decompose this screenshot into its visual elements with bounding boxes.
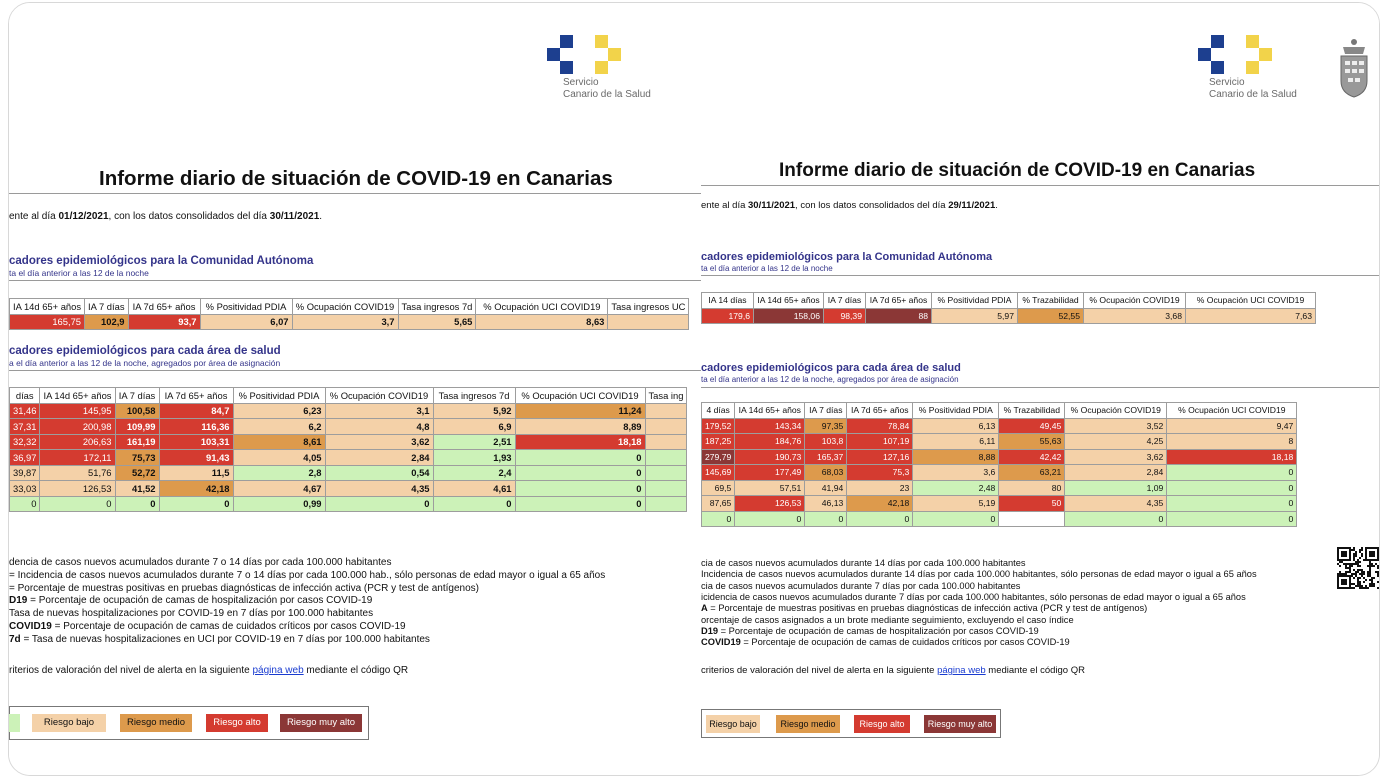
table-cell: 3,62 (325, 434, 433, 450)
title-rule (701, 185, 1380, 186)
table-cell: 116,36 (159, 419, 233, 435)
table-cell: 49,45 (999, 418, 1065, 434)
table-cell: 161,19 (115, 434, 159, 450)
table-cell: 2,84 (1065, 465, 1167, 481)
table-cell: 87,65 (702, 496, 735, 512)
legend-medium: Riesgo medio (120, 714, 192, 732)
table-cell: 206,63 (40, 434, 115, 450)
table-cell: 179,52 (702, 418, 735, 434)
table-cell (645, 419, 687, 435)
table-cell: 80 (999, 480, 1065, 496)
logo-text-2: Canario de la Salud (1209, 89, 1297, 100)
table-row (10, 314, 689, 330)
table-community (701, 292, 1316, 324)
logo-square (1211, 61, 1224, 74)
column-header: IA 7 días (115, 388, 159, 404)
glossary-line: Tasa de nuevas hospitalizaciones por COVID-19 en 7 días por 100.000 habitantes (9, 608, 374, 620)
column-header: % Positividad PDIA (932, 293, 1018, 309)
table-cell: 8,63 (476, 314, 608, 330)
table-row (702, 465, 1297, 481)
table-cell: 8,61 (233, 434, 325, 450)
scs-logo (547, 35, 677, 105)
table-cell (645, 434, 687, 450)
table-row (10, 481, 687, 497)
glossary-line: COVID19 = Porcentaje de ocupación de camas de cuidados críticos por casos COVID-19 (701, 637, 1070, 648)
table-cell: 103,8 (805, 434, 847, 450)
logo-square (560, 61, 573, 74)
column-header: días (10, 388, 40, 404)
column-header: % Positividad PDIA (913, 403, 999, 419)
table-cell: 3,6 (913, 465, 999, 481)
table-cell: 6,9 (433, 419, 515, 435)
section-area-subtitle: a el día anterior a las 12 de la noche, agregados por área de asignación (9, 358, 281, 368)
table-cell: 23 (847, 480, 913, 496)
logo-square (1211, 35, 1224, 48)
column-header: IA 14d 65+ años (735, 403, 805, 419)
table-cell: 0 (159, 496, 233, 512)
table-row (10, 465, 687, 481)
section-ca-subtitle: ta el día anterior a las 12 de la noche (9, 268, 149, 278)
table-cell (645, 481, 687, 497)
column-header: Tasa ing (645, 388, 687, 404)
logo-text-1: Servicio (563, 77, 599, 88)
logo-text-2: Canario de la Salud (563, 89, 651, 100)
table-cell: 0 (1167, 465, 1297, 481)
column-header: % Trazabilidad (999, 403, 1065, 419)
column-header: % Ocupación UCI COVID19 (1186, 293, 1316, 309)
glossary-line: icidencia de casos nuevos acumulados durante 7 días por cada 100.000 habitantes, sólo personas de edad mayor o igual a 65 años (701, 591, 1246, 602)
legend-medium: Riesgo medio (776, 715, 840, 733)
column-header: Tasa ingresos 7d (398, 299, 476, 315)
table-cell: 55,63 (999, 434, 1065, 450)
table-cell: 0 (1167, 496, 1297, 512)
table-cell: 0 (40, 496, 115, 512)
column-header: IA 7d 65+ años (159, 388, 233, 404)
table-cell: 165,37 (805, 449, 847, 465)
table-cell: 37,31 (10, 419, 40, 435)
table-cell: 145,95 (40, 403, 115, 419)
table-cell: 1,09 (1065, 480, 1167, 496)
legend-low: Riesgo bajo (706, 715, 760, 733)
table-cell: 2,48 (913, 480, 999, 496)
logo-square (595, 61, 608, 74)
legend-low: Riesgo bajo (32, 714, 106, 732)
table-row (702, 511, 1297, 527)
table-cell: 1,93 (433, 450, 515, 466)
table-cell: 4,25 (1065, 434, 1167, 450)
logo-square (1259, 48, 1272, 61)
table-cell: 75,3 (847, 465, 913, 481)
table-cell: 0,54 (325, 465, 433, 481)
table-row (10, 434, 687, 450)
table-cell: 46,13 (805, 496, 847, 512)
section-area-title: cadores epidemiológicos para cada área de salud (701, 362, 961, 374)
table-cell: 52,55 (1018, 308, 1084, 324)
table-cell: 51,76 (40, 465, 115, 481)
section-rule (701, 387, 1380, 388)
table-cell: 102,9 (85, 314, 128, 330)
table-cell: 2,4 (433, 465, 515, 481)
report-right (701, 3, 1380, 775)
table-cell: 50 (999, 496, 1065, 512)
column-header: % Ocupación COVID19 (325, 388, 433, 404)
table-cell: 18,18 (1167, 449, 1297, 465)
table-cell: 3,1 (325, 403, 433, 419)
column-header: IA 7 días (805, 403, 847, 419)
table-cell: 0 (515, 496, 645, 512)
glossary-line: orcentaje de casos asignados a un brote mediante seguimiento, excluyendo el caso índice (701, 614, 1074, 625)
logo-square (547, 48, 560, 61)
table-cell: 4,61 (433, 481, 515, 497)
column-header: IA 7d 65+ años (128, 299, 200, 315)
table-cell: 5,97 (932, 308, 1018, 324)
table-cell (645, 403, 687, 419)
table-header-row (10, 299, 689, 315)
glossary-line: D19 = Porcentaje de ocupación de camas de hospitalización por casos COVID-19 (9, 595, 373, 607)
table-cell (645, 465, 687, 481)
table-cell: 97,35 (805, 418, 847, 434)
table-row (702, 434, 1297, 450)
table-cell: 8,89 (515, 419, 645, 435)
table-cell: 0 (805, 511, 847, 527)
table-cell: 6,07 (200, 314, 292, 330)
table-cell: 184,76 (735, 434, 805, 450)
table-cell: 0 (847, 511, 913, 527)
legend-swatch-green (9, 714, 20, 732)
table-cell: 42,18 (159, 481, 233, 497)
column-header: % Ocupación UCI COVID19 (476, 299, 608, 315)
table-cell: 126,53 (735, 496, 805, 512)
column-header: IA 14d 65+ años (754, 293, 824, 309)
logo-square (608, 48, 621, 61)
title-rule (9, 193, 701, 194)
table-row (10, 403, 687, 419)
canarias-crest-icon (1337, 37, 1371, 99)
table-row (10, 450, 687, 466)
table-cell: 2,8 (233, 465, 325, 481)
table-areas (701, 402, 1297, 527)
section-area-title: cadores epidemiológicos para cada área de salud (9, 345, 281, 357)
table-cell: 32,32 (10, 434, 40, 450)
table-cell: 18,18 (515, 434, 645, 450)
table-cell: 0 (1167, 480, 1297, 496)
column-header: IA 14d 65+ años (40, 388, 115, 404)
glossary-line: cia de casos nuevos acumulados durante 7 días por cada 100.000 habitantes (701, 580, 1021, 591)
table-header-row (702, 403, 1297, 419)
table-cell: 91,43 (159, 450, 233, 466)
glossary-line: = Porcentaje de muestras positivas en pruebas diagnósticas de infección activa (PCR y test de antígenos) (9, 582, 479, 594)
table-cell: 57,51 (735, 480, 805, 496)
table-cell: 69,5 (702, 480, 735, 496)
column-header: % Trazabilidad (1018, 293, 1084, 309)
table-cell: 100,58 (115, 403, 159, 419)
table-cell: 145,69 (702, 465, 735, 481)
column-header: % Ocupación UCI COVID19 (1167, 403, 1297, 419)
glossary-line: A = Porcentaje de muestras positivas en pruebas diagnósticas de infección activa (PCR y test de antígenos) (701, 603, 1148, 614)
table-cell: 5,19 (913, 496, 999, 512)
risk-legend (701, 709, 1001, 738)
table-cell: 3,7 (292, 314, 398, 330)
table-cell: 52,72 (115, 465, 159, 481)
table-cell: 36,97 (10, 450, 40, 466)
report-intro: ente al día 30/11/2021, con los datos consolidados del día 29/11/2021. (701, 200, 998, 211)
table-cell: 63,21 (999, 465, 1065, 481)
table-cell: 0,99 (233, 496, 325, 512)
legend-very-high: Riesgo muy alto (280, 714, 362, 732)
table-row (10, 419, 687, 435)
table-cell: 68,03 (805, 465, 847, 481)
table-cell: 98,39 (824, 308, 866, 324)
table-cell: 78,84 (847, 418, 913, 434)
table-cell: 75,73 (115, 450, 159, 466)
column-header: IA 14 días (702, 293, 754, 309)
table-cell: 158,06 (754, 308, 824, 324)
table-cell: 5,92 (433, 403, 515, 419)
table-cell: 4,35 (325, 481, 433, 497)
table-cell: 6,11 (913, 434, 999, 450)
table-cell: 4,05 (233, 450, 325, 466)
section-rule (9, 280, 701, 281)
table-cell: 2,51 (433, 434, 515, 450)
table-cell: 42,18 (847, 496, 913, 512)
table-cell (999, 511, 1065, 527)
table-cell: 279,79 (702, 449, 735, 465)
table-cell: 11,5 (159, 465, 233, 481)
risk-legend (9, 706, 369, 740)
glossary-line: = Incidencia de casos nuevos acumulados durante 7 o 14 días por cada 100.000 hab., sólo personas de edad mayor o igual a 65 años (9, 569, 606, 581)
table-cell: 3,62 (1065, 449, 1167, 465)
logo-text-1: Servicio (1209, 77, 1245, 88)
logo-square (595, 35, 608, 48)
table-cell: 41,52 (115, 481, 159, 497)
table-cell: 93,7 (128, 314, 200, 330)
table-cell: 6,23 (233, 403, 325, 419)
table-cell: 6,13 (913, 418, 999, 434)
table-cell (645, 450, 687, 466)
table-cell: 143,34 (735, 418, 805, 434)
table-cell: 0 (433, 496, 515, 512)
glossary-line: 7d = Tasa de nuevas hospitalizaciones en UCI por COVID-19 en 7 días por 100.000 habitantes (9, 633, 430, 645)
table-cell: 39,87 (10, 465, 40, 481)
table-cell: 9,47 (1167, 418, 1297, 434)
table-cell: 107,19 (847, 434, 913, 450)
table-cell: 0 (913, 511, 999, 527)
table-cell: 0 (325, 496, 433, 512)
section-area-subtitle: ta el día anterior a las 12 de la noche, agregados por área de asignación (701, 375, 959, 384)
column-header: IA 7d 65+ años (847, 403, 913, 419)
column-header: IA 7d 65+ años (866, 293, 932, 309)
table-cell: 3,52 (1065, 418, 1167, 434)
column-header: % Ocupación COVID19 (1065, 403, 1167, 419)
web-page-link[interactable]: página web (937, 665, 986, 676)
table-cell (645, 496, 687, 512)
table-row (702, 480, 1297, 496)
table-cell: 0 (735, 511, 805, 527)
table-cell: 11,24 (515, 403, 645, 419)
legend-very-high: Riesgo muy alto (924, 715, 996, 733)
table-cell: 42,42 (999, 449, 1065, 465)
table-header-row (702, 293, 1316, 309)
glossary-line: dencia de casos nuevos acumulados durante 7 o 14 días por cada 100.000 habitantes (9, 557, 392, 568)
table-cell: 8,88 (913, 449, 999, 465)
column-header: IA 14d 65+ años (10, 299, 85, 315)
logo-square (1198, 48, 1211, 61)
table-cell: 2,84 (325, 450, 433, 466)
table-cell: 172,11 (40, 450, 115, 466)
column-header: % Ocupación UCI COVID19 (515, 388, 645, 404)
column-header: % Positividad PDIA (233, 388, 325, 404)
footer-note: riterios de valoración del nivel de alerta en la siguiente página web mediante el código QR (9, 665, 409, 676)
table-cell: 127,16 (847, 449, 913, 465)
section-rule (701, 275, 1380, 276)
table-cell: 41,94 (805, 480, 847, 496)
screenshot-frame (8, 2, 1380, 776)
table-cell: 4,67 (233, 481, 325, 497)
footer-note: criterios de valoración del nivel de alerta en la siguiente página web mediante el código QR (701, 665, 1085, 676)
column-header: Tasa ingresos UC (608, 299, 689, 315)
table-row (702, 308, 1316, 324)
legend-high: Riesgo alto (854, 715, 910, 733)
logo-square (1246, 61, 1259, 74)
glossary-line: cia de casos nuevos acumulados durante 14 días por cada 100.000 habitantes (701, 558, 1026, 568)
table-cell: 84,7 (159, 403, 233, 419)
table-cell: 109,99 (115, 419, 159, 435)
glossary-line: D19 = Porcentaje de ocupación de camas de hospitalización por casos COVID-19 (701, 625, 1039, 636)
web-page-link[interactable]: página web (252, 665, 304, 676)
table-cell: 0 (1167, 511, 1297, 527)
report-left (9, 3, 701, 775)
logo-square (1246, 35, 1259, 48)
column-header: % Ocupación COVID19 (1084, 293, 1186, 309)
table-cell: 5,65 (398, 314, 476, 330)
table-cell: 0 (1065, 511, 1167, 527)
table-row (10, 496, 687, 512)
glossary-line: COVID19 = Porcentaje de ocupación de camas de cuidados críticos por casos COVID-19 (9, 621, 406, 632)
table-cell: 88 (866, 308, 932, 324)
table-cell: 200,98 (40, 419, 115, 435)
table-cell: 0 (515, 465, 645, 481)
table-cell: 179,6 (702, 308, 754, 324)
table-cell: 31,46 (10, 403, 40, 419)
table-row (702, 496, 1297, 512)
table-cell: 126,53 (40, 481, 115, 497)
table-cell: 177,49 (735, 465, 805, 481)
table-cell: 103,31 (159, 434, 233, 450)
qr-code[interactable] (1337, 547, 1379, 589)
table-cell: 0 (10, 496, 40, 512)
column-header: % Positividad PDIA (200, 299, 292, 315)
column-header: Tasa ingresos 7d (433, 388, 515, 404)
table-header-row (10, 388, 687, 404)
section-rule (9, 370, 701, 371)
table-community (9, 298, 689, 330)
column-header: 4 días (702, 403, 735, 419)
section-ca-title: cadores epidemiológicos para la Comunidad Autónoma (9, 255, 314, 267)
table-cell: 7,63 (1186, 308, 1316, 324)
scs-logo (1198, 35, 1328, 105)
column-header: IA 7 días (824, 293, 866, 309)
table-cell: 165,75 (10, 314, 85, 330)
logo-square (560, 35, 573, 48)
table-cell: 0 (115, 496, 159, 512)
table-cell: 33,03 (10, 481, 40, 497)
section-ca-title: cadores epidemiológicos para la Comunidad Autónoma (701, 251, 993, 263)
legend-high: Riesgo alto (206, 714, 268, 732)
report-title: Informe diario de situación de COVID-19 en Canarias (99, 167, 613, 190)
column-header: % Ocupación COVID19 (292, 299, 398, 315)
table-cell: 187,25 (702, 434, 735, 450)
table-cell: 8 (1167, 434, 1297, 450)
table-cell: 0 (515, 481, 645, 497)
report-intro: ente al día 01/12/2021, con los datos consolidados del día 30/11/2021. (9, 211, 323, 222)
column-header: IA 7 días (85, 299, 128, 315)
table-row (702, 418, 1297, 434)
table-cell: 6,2 (233, 419, 325, 435)
table-cell (608, 314, 689, 330)
table-cell: 4,35 (1065, 496, 1167, 512)
table-cell: 0 (702, 511, 735, 527)
table-areas (9, 387, 687, 512)
table-row (702, 449, 1297, 465)
section-ca-subtitle: ta el día anterior a las 12 de la noche (701, 264, 833, 273)
table-cell: 3,68 (1084, 308, 1186, 324)
report-title: Informe diario de situación de COVID-19 en Canarias (779, 160, 1256, 181)
table-cell: 190,73 (735, 449, 805, 465)
table-cell: 4,8 (325, 419, 433, 435)
table-cell: 0 (515, 450, 645, 466)
glossary-line: Incidencia de casos nuevos acumulados durante 14 días por cada 100.000 habitantes, sólo personas de edad mayor o igual a 65 años (701, 569, 1257, 580)
